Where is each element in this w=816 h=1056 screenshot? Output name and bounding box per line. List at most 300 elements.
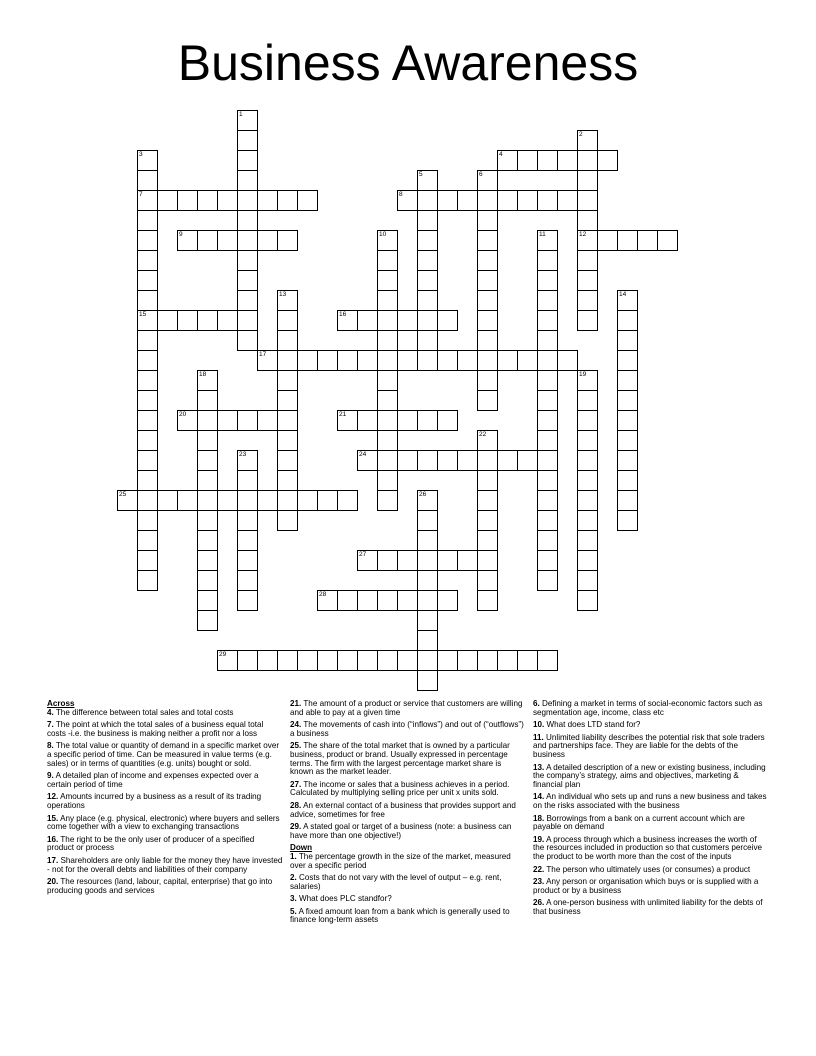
grid-cell[interactable]	[277, 450, 298, 471]
grid-cell[interactable]	[597, 150, 618, 171]
grid-cell[interactable]	[257, 490, 278, 511]
grid-cell[interactable]	[237, 110, 258, 131]
grid-cell[interactable]	[417, 270, 438, 291]
grid-cell[interactable]	[197, 410, 218, 431]
grid-cell[interactable]	[377, 390, 398, 411]
grid-cell[interactable]	[177, 190, 198, 211]
grid-cell[interactable]	[417, 610, 438, 631]
clue-number: 23	[239, 451, 247, 458]
down-clue	[533, 899, 769, 916]
grid-cell[interactable]	[137, 270, 158, 291]
clue-text: A detailed plan of income and expenses expected over a certain period of time	[47, 771, 259, 789]
grid-cell[interactable]	[137, 230, 158, 251]
grid-cell[interactable]	[477, 650, 498, 671]
grid-cell[interactable]	[617, 230, 638, 251]
grid-cell[interactable]	[557, 190, 578, 211]
grid-cell[interactable]	[617, 430, 638, 451]
grid-cell[interactable]	[377, 590, 398, 611]
grid-cell[interactable]	[377, 230, 398, 251]
grid-cell[interactable]	[297, 350, 318, 371]
grid-cell[interactable]	[617, 490, 638, 511]
grid-cell[interactable]	[197, 230, 218, 251]
grid-cell[interactable]	[477, 170, 498, 191]
grid-cell[interactable]	[417, 310, 438, 331]
grid-cell[interactable]	[377, 290, 398, 311]
grid-cell[interactable]	[377, 450, 398, 471]
grid-cell[interactable]	[417, 550, 438, 571]
grid-cell[interactable]	[397, 410, 418, 431]
grid-cell[interactable]	[197, 190, 218, 211]
grid-cell[interactable]	[377, 650, 398, 671]
grid-cell[interactable]	[417, 230, 438, 251]
grid-cell[interactable]	[577, 230, 598, 251]
grid-cell[interactable]	[337, 650, 358, 671]
grid-cell[interactable]	[137, 330, 158, 351]
grid-cell[interactable]	[537, 530, 558, 551]
grid-cell[interactable]	[537, 450, 558, 471]
grid-cell[interactable]	[297, 650, 318, 671]
clue-text: Unlimited liability describes the potential risk that sole traders and partnerships face. They are liable for the debts of the business	[533, 732, 765, 759]
across-heading: Across	[47, 699, 75, 708]
across-clue	[47, 709, 283, 718]
grid-cell[interactable]	[137, 190, 158, 211]
grid-cell[interactable]	[557, 350, 578, 371]
grid-cell[interactable]	[497, 450, 518, 471]
grid-cell[interactable]	[537, 290, 558, 311]
clue-number: 27.	[290, 779, 302, 789]
grid-cell[interactable]	[477, 350, 498, 371]
grid-cell[interactable]	[357, 590, 378, 611]
grid-cell[interactable]	[277, 230, 298, 251]
grid-cell[interactable]	[537, 250, 558, 271]
grid-cell[interactable]	[277, 310, 298, 331]
grid-cell[interactable]	[277, 370, 298, 391]
grid-cell[interactable]	[277, 290, 298, 311]
grid-cell[interactable]	[417, 670, 438, 691]
grid-cell[interactable]	[177, 410, 198, 431]
grid-cell[interactable]	[517, 650, 538, 671]
grid-cell[interactable]	[197, 430, 218, 451]
grid-cell[interactable]	[237, 570, 258, 591]
grid-cell[interactable]	[137, 150, 158, 171]
grid-cell[interactable]	[477, 330, 498, 351]
grid-cell[interactable]	[237, 190, 258, 211]
grid-cell[interactable]	[217, 190, 238, 211]
grid-cell[interactable]	[617, 510, 638, 531]
across-clue	[290, 721, 526, 738]
grid-cell[interactable]	[377, 310, 398, 331]
grid-cell[interactable]	[237, 410, 258, 431]
grid-cell[interactable]	[617, 390, 638, 411]
grid-cell[interactable]	[577, 390, 598, 411]
grid-cell[interactable]	[237, 590, 258, 611]
grid-cell[interactable]	[137, 390, 158, 411]
grid-cell[interactable]	[477, 510, 498, 531]
grid-cell[interactable]	[577, 450, 598, 471]
grid-cell[interactable]	[177, 310, 198, 331]
grid-cell[interactable]	[577, 250, 598, 271]
grid-cell[interactable]	[497, 150, 518, 171]
grid-cell[interactable]	[417, 630, 438, 651]
grid-cell[interactable]	[397, 550, 418, 571]
grid-cell[interactable]	[537, 390, 558, 411]
grid-cell[interactable]	[277, 390, 298, 411]
grid-cell[interactable]	[257, 350, 278, 371]
grid-cell[interactable]	[417, 490, 438, 511]
grid-cell[interactable]	[197, 490, 218, 511]
grid-cell[interactable]	[477, 550, 498, 571]
grid-cell[interactable]	[577, 430, 598, 451]
clue-text: The total value or quantity of demand in a specific market over a specific period of time. Can be measured in value terms (e.g. sales) or in terms of quantities (e.g. units) bought or sold.	[47, 741, 280, 768]
down-clue	[533, 866, 769, 875]
grid-cell[interactable]	[277, 190, 298, 211]
grid-cell[interactable]	[477, 530, 498, 551]
grid-cell[interactable]	[137, 490, 158, 511]
grid-cell[interactable]	[437, 410, 458, 431]
grid-cell[interactable]	[477, 250, 498, 271]
grid-cell[interactable]	[217, 490, 238, 511]
grid-cell[interactable]	[417, 350, 438, 371]
grid-cell[interactable]	[257, 230, 278, 251]
grid-cell[interactable]	[297, 190, 318, 211]
grid-cell[interactable]	[577, 470, 598, 491]
grid-cell[interactable]	[237, 230, 258, 251]
grid-cell[interactable]	[417, 570, 438, 591]
grid-cell[interactable]	[177, 490, 198, 511]
grid-cell[interactable]	[197, 550, 218, 571]
grid-cell[interactable]	[317, 350, 338, 371]
grid-cell[interactable]	[237, 310, 258, 331]
grid-cell[interactable]	[457, 550, 478, 571]
grid-cell[interactable]	[137, 350, 158, 371]
grid-cell[interactable]	[477, 490, 498, 511]
grid-cell[interactable]	[397, 350, 418, 371]
grid-cell[interactable]	[397, 650, 418, 671]
grid-cell[interactable]	[537, 230, 558, 251]
grid-cell[interactable]	[537, 330, 558, 351]
grid-cell[interactable]	[477, 450, 498, 471]
grid-cell[interactable]	[317, 490, 338, 511]
grid-cell[interactable]	[617, 410, 638, 431]
clue-number: 17.	[47, 855, 59, 865]
grid-cell[interactable]	[577, 270, 598, 291]
grid-cell[interactable]	[417, 190, 438, 211]
grid-cell[interactable]	[617, 290, 638, 311]
grid-cell[interactable]	[477, 430, 498, 451]
grid-cell[interactable]	[297, 490, 318, 511]
grid-cell[interactable]	[357, 550, 378, 571]
grid-cell[interactable]	[397, 310, 418, 331]
grid-cell[interactable]	[517, 450, 538, 471]
grid-cell[interactable]	[617, 310, 638, 331]
grid-cell[interactable]	[377, 330, 398, 351]
grid-cell[interactable]	[557, 150, 578, 171]
grid-cell[interactable]	[377, 370, 398, 391]
grid-cell[interactable]	[137, 450, 158, 471]
grid-cell[interactable]	[217, 650, 238, 671]
grid-cell[interactable]	[257, 190, 278, 211]
grid-cell[interactable]	[437, 550, 458, 571]
grid-cell[interactable]	[417, 170, 438, 191]
grid-cell[interactable]	[417, 330, 438, 351]
grid-cell[interactable]	[137, 290, 158, 311]
grid-cell[interactable]	[577, 310, 598, 331]
grid-cell[interactable]	[237, 130, 258, 151]
grid-cell[interactable]	[377, 470, 398, 491]
grid-cell[interactable]	[137, 530, 158, 551]
grid-cell[interactable]	[577, 290, 598, 311]
grid-cell[interactable]	[537, 490, 558, 511]
grid-cell[interactable]	[237, 170, 258, 191]
grid-cell[interactable]	[197, 610, 218, 631]
grid-cell[interactable]	[477, 310, 498, 331]
clue-number: 23.	[533, 877, 545, 887]
clue-number: 25	[119, 491, 127, 498]
clue-text: The point at which the total sales of a business equal total costs -i.e. the business is making neither a profit nor a loss	[47, 720, 264, 738]
grid-cell[interactable]	[337, 350, 358, 371]
grid-cell[interactable]	[337, 410, 358, 431]
grid-cell[interactable]	[377, 430, 398, 451]
grid-cell[interactable]	[237, 450, 258, 471]
grid-cell[interactable]	[377, 410, 398, 431]
grid-cell[interactable]	[537, 350, 558, 371]
clue-number: 19.	[533, 834, 545, 844]
grid-cell[interactable]	[237, 270, 258, 291]
clue-number: 10	[379, 231, 387, 238]
grid-cell[interactable]	[417, 290, 438, 311]
grid-cell[interactable]	[417, 410, 438, 431]
grid-cell[interactable]	[517, 190, 538, 211]
grid-cell[interactable]	[137, 250, 158, 271]
grid-cell[interactable]	[537, 470, 558, 491]
grid-cell[interactable]	[277, 350, 298, 371]
grid-cell[interactable]	[417, 650, 438, 671]
grid-cell[interactable]	[477, 230, 498, 251]
grid-cell[interactable]	[377, 250, 398, 271]
grid-cell[interactable]	[177, 230, 198, 251]
grid-cell[interactable]	[137, 170, 158, 191]
grid-cell[interactable]	[457, 650, 478, 671]
grid-cell[interactable]	[517, 150, 538, 171]
grid-cell[interactable]	[257, 410, 278, 431]
grid-cell[interactable]	[277, 410, 298, 431]
grid-cell[interactable]	[437, 450, 458, 471]
across-clue	[47, 815, 283, 832]
grid-cell[interactable]	[497, 650, 518, 671]
grid-cell[interactable]	[457, 350, 478, 371]
grid-cell[interactable]	[577, 530, 598, 551]
grid-cell[interactable]	[257, 650, 278, 671]
grid-cell[interactable]	[197, 470, 218, 491]
grid-cell[interactable]	[477, 190, 498, 211]
grid-cell[interactable]	[217, 230, 238, 251]
grid-cell[interactable]	[277, 470, 298, 491]
grid-cell[interactable]	[537, 310, 558, 331]
grid-cell[interactable]	[237, 530, 258, 551]
grid-cell[interactable]	[417, 210, 438, 231]
grid-cell[interactable]	[237, 650, 258, 671]
grid-cell[interactable]	[397, 450, 418, 471]
grid-cell[interactable]	[357, 650, 378, 671]
grid-cell[interactable]	[137, 410, 158, 431]
grid-cell[interactable]	[437, 190, 458, 211]
grid-cell[interactable]	[457, 190, 478, 211]
grid-cell[interactable]	[197, 450, 218, 471]
grid-cell[interactable]	[197, 590, 218, 611]
grid-cell[interactable]	[577, 150, 598, 171]
grid-cell[interactable]	[157, 490, 178, 511]
grid-cell[interactable]	[477, 210, 498, 231]
grid-cell[interactable]	[417, 530, 438, 551]
grid-cell[interactable]	[337, 490, 358, 511]
grid-cell[interactable]	[577, 370, 598, 391]
grid-cell[interactable]	[237, 250, 258, 271]
grid-cell[interactable]	[537, 370, 558, 391]
grid-cell[interactable]	[337, 590, 358, 611]
grid-cell[interactable]	[357, 350, 378, 371]
across-clue	[47, 836, 283, 853]
grid-cell[interactable]	[277, 430, 298, 451]
grid-cell[interactable]	[577, 550, 598, 571]
clue-number: 2	[579, 131, 583, 138]
grid-cell[interactable]	[377, 490, 398, 511]
grid-cell[interactable]	[197, 510, 218, 531]
grid-cell[interactable]	[437, 590, 458, 611]
grid-cell[interactable]	[417, 510, 438, 531]
grid-cell[interactable]	[477, 390, 498, 411]
grid-cell[interactable]	[137, 430, 158, 451]
grid-cell[interactable]	[577, 570, 598, 591]
grid-cell[interactable]	[197, 530, 218, 551]
grid-cell[interactable]	[417, 450, 438, 471]
grid-cell[interactable]	[217, 310, 238, 331]
grid-cell[interactable]	[237, 330, 258, 351]
grid-cell[interactable]	[577, 190, 598, 211]
grid-cell[interactable]	[437, 310, 458, 331]
grid-cell[interactable]	[217, 410, 238, 431]
grid-cell[interactable]	[237, 550, 258, 571]
grid-cell[interactable]	[397, 590, 418, 611]
grid-cell[interactable]	[537, 270, 558, 291]
grid-cell[interactable]	[617, 330, 638, 351]
grid-cell[interactable]	[597, 230, 618, 251]
grid-cell[interactable]	[477, 290, 498, 311]
grid-cell[interactable]	[237, 150, 258, 171]
grid-cell[interactable]	[537, 150, 558, 171]
grid-cell[interactable]	[417, 250, 438, 271]
grid-cell[interactable]	[537, 550, 558, 571]
grid-cell[interactable]	[477, 590, 498, 611]
grid-cell[interactable]	[537, 650, 558, 671]
grid-cell[interactable]	[577, 210, 598, 231]
grid-cell[interactable]	[137, 510, 158, 531]
grid-cell[interactable]	[497, 350, 518, 371]
grid-cell[interactable]	[537, 410, 558, 431]
grid-cell[interactable]	[137, 370, 158, 391]
grid-cell[interactable]	[377, 550, 398, 571]
grid-cell[interactable]	[237, 210, 258, 231]
grid-cell[interactable]	[497, 190, 518, 211]
grid-cell[interactable]	[117, 490, 138, 511]
grid-cell[interactable]	[377, 270, 398, 291]
grid-cell[interactable]	[237, 470, 258, 491]
grid-cell[interactable]	[357, 410, 378, 431]
grid-cell[interactable]	[317, 590, 338, 611]
grid-cell[interactable]	[277, 330, 298, 351]
clue-text: The income or sales that a business achieves in a period. Calculated by multiplying selling price per unit x units sold.	[290, 779, 510, 798]
grid-cell[interactable]	[537, 510, 558, 531]
grid-cell[interactable]	[617, 450, 638, 471]
grid-cell[interactable]	[137, 310, 158, 331]
grid-cell[interactable]	[537, 570, 558, 591]
grid-cell[interactable]	[277, 510, 298, 531]
across-clue	[290, 823, 526, 840]
grid-cell[interactable]	[577, 590, 598, 611]
grid-cell[interactable]	[477, 270, 498, 291]
grid-cell[interactable]	[197, 570, 218, 591]
grid-cell[interactable]	[137, 550, 158, 571]
grid-cell[interactable]	[277, 490, 298, 511]
grid-cell[interactable]	[617, 350, 638, 371]
clue-number: 4	[499, 151, 503, 158]
grid-cell[interactable]	[377, 350, 398, 371]
grid-cell[interactable]	[537, 430, 558, 451]
grid-cell[interactable]	[277, 650, 298, 671]
grid-cell[interactable]	[337, 310, 358, 331]
across-clue	[47, 742, 283, 768]
grid-cell[interactable]	[357, 310, 378, 331]
grid-cell[interactable]	[197, 370, 218, 391]
clue-number: 22.	[533, 864, 545, 874]
grid-cell[interactable]	[477, 470, 498, 491]
grid-cell[interactable]	[397, 190, 418, 211]
grid-cell[interactable]	[617, 470, 638, 491]
grid-cell[interactable]	[577, 510, 598, 531]
grid-cell[interactable]	[137, 470, 158, 491]
grid-cell[interactable]	[237, 490, 258, 511]
grid-cell[interactable]	[197, 310, 218, 331]
grid-cell[interactable]	[197, 390, 218, 411]
grid-cell[interactable]	[617, 370, 638, 391]
grid-cell[interactable]	[577, 410, 598, 431]
grid-cell[interactable]	[237, 290, 258, 311]
grid-cell[interactable]	[417, 590, 438, 611]
grid-cell[interactable]	[457, 450, 478, 471]
grid-cell[interactable]	[437, 350, 458, 371]
grid-cell[interactable]	[537, 190, 558, 211]
grid-cell[interactable]	[637, 230, 658, 251]
grid-cell[interactable]	[577, 490, 598, 511]
grid-cell[interactable]	[517, 350, 538, 371]
grid-cell[interactable]	[157, 190, 178, 211]
clue-number: 7.	[47, 720, 54, 730]
grid-cell[interactable]	[137, 210, 158, 231]
grid-cell[interactable]	[157, 310, 178, 331]
clue-number: 29	[219, 651, 227, 658]
grid-cell[interactable]	[437, 650, 458, 671]
grid-cell[interactable]	[357, 450, 378, 471]
clue-text: The person who ultimately uses (or consumes) a product	[544, 864, 751, 874]
grid-cell[interactable]	[577, 170, 598, 191]
grid-cell[interactable]	[577, 130, 598, 151]
grid-cell[interactable]	[477, 370, 498, 391]
grid-cell[interactable]	[477, 570, 498, 591]
clue-text: Any place (e.g. physical, electronic) where buyers and sellers come together with a view to exchanging transactions	[47, 813, 280, 832]
grid-cell[interactable]	[137, 570, 158, 591]
grid-cell[interactable]	[657, 230, 678, 251]
grid-cell[interactable]	[237, 510, 258, 531]
grid-cell[interactable]	[317, 650, 338, 671]
